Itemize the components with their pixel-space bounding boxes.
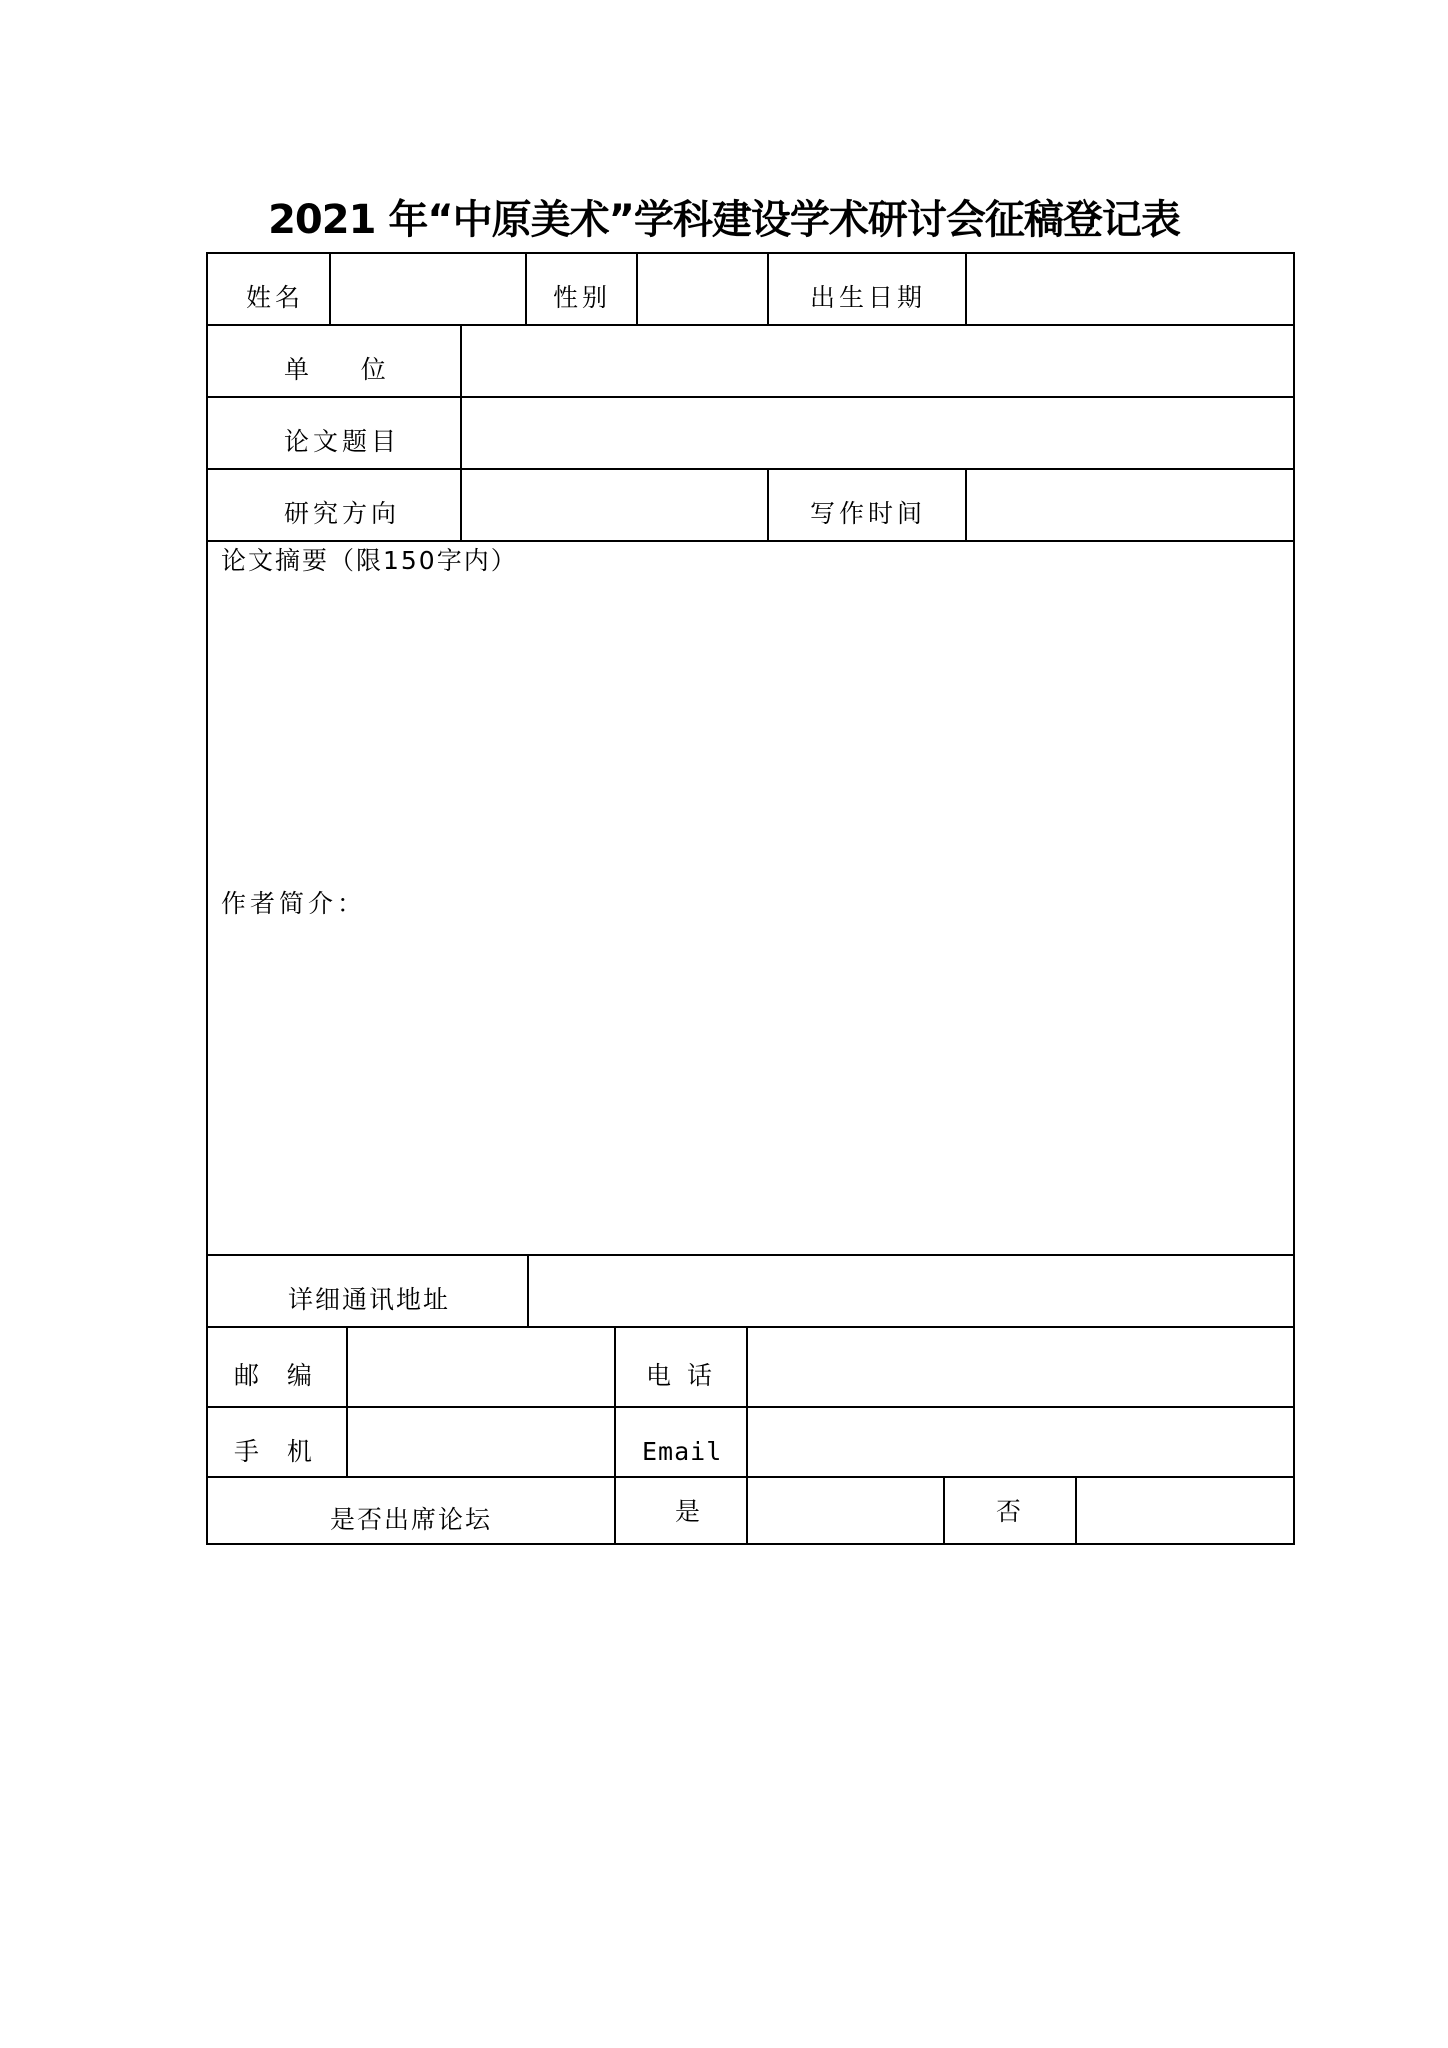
author-bio-field[interactable] xyxy=(208,930,1293,1252)
col-divider xyxy=(943,1476,945,1545)
writing-time-field[interactable] xyxy=(967,470,1293,539)
col-divider xyxy=(614,1326,616,1545)
page-title: 2021 年“中原美术”学科建设学术研讨会征稿登记表 xyxy=(268,197,1180,243)
birth-date-field[interactable] xyxy=(967,254,1293,323)
abstract-field[interactable] xyxy=(208,590,1293,880)
paper-title-field[interactable] xyxy=(462,398,1293,467)
phone-field[interactable] xyxy=(748,1328,1293,1405)
address-label: 详细通讯地址 xyxy=(288,1285,451,1314)
email-field[interactable] xyxy=(748,1408,1293,1475)
attend-forum-label: 是否出席论坛 xyxy=(330,1505,493,1534)
research-direction-field[interactable] xyxy=(462,470,766,539)
attend-no-field[interactable] xyxy=(1077,1478,1293,1544)
col-divider xyxy=(767,468,769,540)
no-label: 否 xyxy=(996,1497,1026,1526)
phone-label: 电 话 xyxy=(646,1361,716,1390)
gender-label: 性别 xyxy=(553,283,612,312)
attend-yes-field[interactable] xyxy=(748,1478,942,1544)
paper-title-label: 论文题目 xyxy=(284,427,401,456)
abstract-label: 论文摘要（限150字内） xyxy=(221,546,518,575)
col-divider xyxy=(767,252,769,324)
name-field[interactable] xyxy=(331,254,524,323)
unit-field[interactable] xyxy=(462,326,1293,395)
unit-label: 单 位 xyxy=(284,355,390,384)
mobile-field[interactable] xyxy=(348,1408,613,1475)
mobile-label: 手 机 xyxy=(234,1437,316,1466)
research-direction-label: 研究方向 xyxy=(284,499,401,528)
birth-date-label: 出生日期 xyxy=(810,283,927,312)
gender-field[interactable] xyxy=(638,254,766,323)
writing-time-label: 写作时间 xyxy=(810,499,927,528)
postcode-field[interactable] xyxy=(348,1328,613,1405)
postcode-label: 邮 编 xyxy=(234,1361,316,1390)
author-bio-label: 作者简介： xyxy=(221,889,367,918)
email-label: Email xyxy=(642,1437,723,1466)
name-label: 姓名 xyxy=(246,283,305,312)
col-divider xyxy=(525,252,527,324)
row-divider xyxy=(206,540,1295,542)
address-field[interactable] xyxy=(529,1256,1293,1325)
yes-label: 是 xyxy=(675,1497,705,1526)
